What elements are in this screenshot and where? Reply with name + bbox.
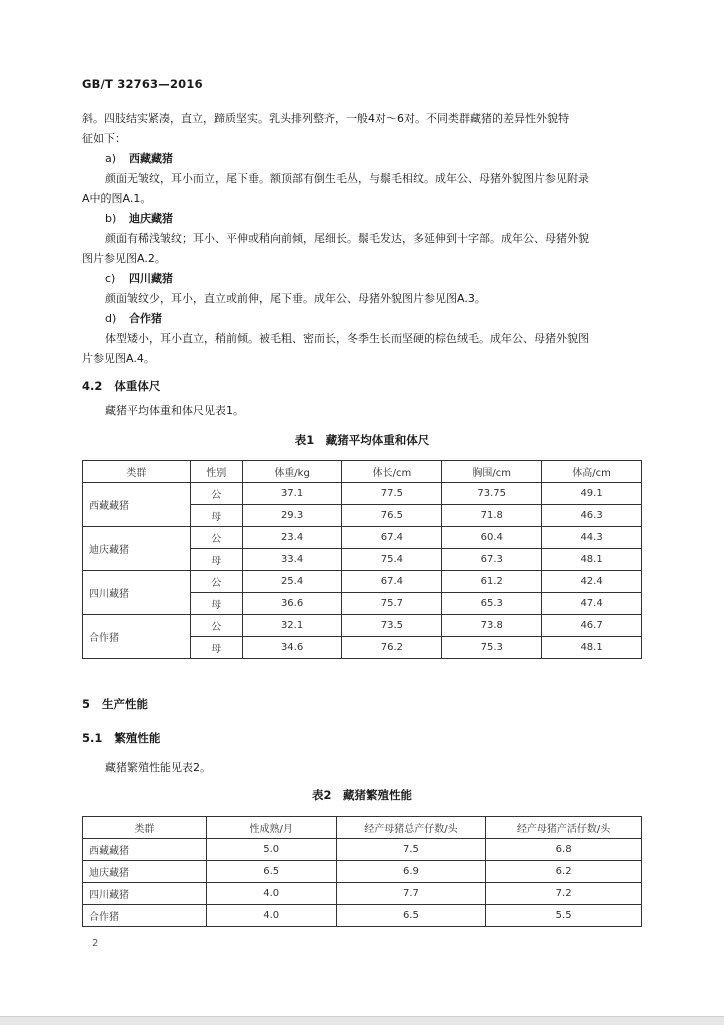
- cell: 73.8: [442, 615, 542, 637]
- cell: 71.8: [442, 505, 542, 527]
- group-cell: 合作猪: [83, 905, 207, 927]
- breed-name: 迪庆藏猪: [129, 212, 173, 225]
- cell: 母: [190, 505, 242, 527]
- table-row: [83, 483, 642, 505]
- cell: 34.6: [242, 637, 342, 659]
- group-cell: 四川藏猪: [83, 883, 207, 905]
- group-cell: 四川藏猪: [83, 571, 191, 615]
- breed-b-desc-1: 颜面有稀浅皱纹；耳小、平伸或稍向前倾，尾细长。鬃毛发达，多延伸到十字部。成年公、母猪外貌: [105, 232, 589, 245]
- table-2: [82, 816, 642, 927]
- header-cell: 体重/kg: [242, 461, 342, 483]
- breed-heading-c: [105, 270, 173, 286]
- header-cell: 类群: [83, 461, 191, 483]
- cell: 6.8: [486, 839, 642, 861]
- header-cell: 胸围/cm: [442, 461, 542, 483]
- breed-label: c): [105, 272, 116, 285]
- cell: 母: [190, 549, 242, 571]
- cell: 23.4: [242, 527, 342, 549]
- section-title: 体重体尺: [114, 379, 161, 393]
- cell: 5.0: [206, 839, 336, 861]
- cell: 7.7: [336, 883, 486, 905]
- cell: 77.5: [342, 483, 442, 505]
- section-title: 繁殖性能: [114, 731, 161, 745]
- cell: 25.4: [242, 571, 342, 593]
- cell: 47.4: [542, 593, 642, 615]
- breed-heading-d: [105, 310, 162, 326]
- breed-a-desc-2: A中的图A.1。: [82, 192, 152, 205]
- standard-code: GB/T 32763—2016: [82, 77, 203, 91]
- table-row: [83, 527, 642, 549]
- header-cell: 体高/cm: [542, 461, 642, 483]
- cell: 46.3: [542, 505, 642, 527]
- breed-label: b): [105, 212, 117, 225]
- breed-label: a): [105, 152, 117, 165]
- cell: 5.5: [486, 905, 642, 927]
- table-row: [83, 861, 642, 883]
- table-row: [83, 883, 642, 905]
- section-title: 生产性能: [102, 697, 149, 711]
- table-row: [83, 615, 642, 637]
- cell: 37.1: [242, 483, 342, 505]
- cell: 48.1: [542, 637, 642, 659]
- group-cell: 西藏藏猪: [83, 483, 191, 527]
- cell: 7.2: [486, 883, 642, 905]
- cell: 67.4: [342, 571, 442, 593]
- cell: 61.2: [442, 571, 542, 593]
- cell: 公: [190, 527, 242, 549]
- breed-d-desc-1: 体型矮小，耳小直立，稍前倾。被毛粗、密而长，冬季生长而坚硬的棕色绒毛。成年公、母猪外貌图: [105, 332, 589, 345]
- section-4-2-text: 藏猪平均体重和体尺见表1。: [105, 404, 244, 417]
- cell: 67.4: [342, 527, 442, 549]
- cell: 6.5: [206, 861, 336, 883]
- cell: 67.3: [442, 549, 542, 571]
- cell: 公: [190, 615, 242, 637]
- cell: 6.9: [336, 861, 486, 883]
- table-row: [83, 839, 642, 861]
- breed-label: d): [105, 312, 117, 325]
- cell: 65.3: [442, 593, 542, 615]
- cell: 33.4: [242, 549, 342, 571]
- header-cell: 经产母猪总产仔数/头: [336, 817, 486, 839]
- cell: 75.4: [342, 549, 442, 571]
- breed-a-desc-1: 颜面无皱纹，耳小而立，尾下垂。额顶部有倒生毛丛，与鬃毛相纹。成年公、母猪外貌图片参见附录: [105, 172, 589, 185]
- header-cell: 经产母猪产活仔数/头: [486, 817, 642, 839]
- table-row: [83, 905, 642, 927]
- cell: 60.4: [442, 527, 542, 549]
- page-number: 2: [92, 938, 99, 949]
- cell: 76.5: [342, 505, 442, 527]
- cell: 4.0: [206, 883, 336, 905]
- cell: 公: [190, 571, 242, 593]
- section-5-1-text: 藏猪繁殖性能见表2。: [105, 761, 211, 774]
- cell: 公: [190, 483, 242, 505]
- cell: 母: [190, 637, 242, 659]
- cell: 36.6: [242, 593, 342, 615]
- cell: 4.0: [206, 905, 336, 927]
- header-cell: 体长/cm: [342, 461, 442, 483]
- table-1-caption: 表1 藏猪平均体重和体尺: [294, 433, 430, 447]
- intro-line-2: 征如下：: [82, 132, 126, 145]
- cell: 42.4: [542, 571, 642, 593]
- group-cell: 迪庆藏猪: [83, 527, 191, 571]
- intro-line-1: 斜。四肢结实紧凑，直立，蹄质坚实。乳头排列整齐，一般4对～6对。不同类群藏猪的差异性外貌特: [82, 112, 569, 125]
- group-cell: 合作猪: [83, 615, 191, 659]
- section-number: 5.1: [82, 731, 103, 745]
- cell: 32.1: [242, 615, 342, 637]
- cell: 73.75: [442, 483, 542, 505]
- breed-d-desc-2: 片参见图A.4。: [82, 352, 155, 365]
- cell: 46.7: [542, 615, 642, 637]
- cell: 76.2: [342, 637, 442, 659]
- breed-b-desc-2: 图片参见图A.2。: [82, 252, 166, 265]
- group-cell: 迪庆藏猪: [83, 861, 207, 883]
- cell: 7.5: [336, 839, 486, 861]
- section-5-1-heading: [82, 730, 160, 746]
- cell: 6.2: [486, 861, 642, 883]
- cell: 6.5: [336, 905, 486, 927]
- cell: 75.3: [442, 637, 542, 659]
- cell: 75.7: [342, 593, 442, 615]
- section-number: 4.2: [82, 379, 103, 393]
- cell: 44.3: [542, 527, 642, 549]
- group-cell: 西藏藏猪: [83, 839, 207, 861]
- table-header-row: [83, 461, 642, 483]
- section-number: 5: [82, 697, 91, 711]
- table-row: [83, 571, 642, 593]
- header-cell: 类群: [83, 817, 207, 839]
- table-2-caption: 表2 藏猪繁殖性能: [311, 788, 412, 802]
- breed-heading-a: [105, 150, 173, 166]
- cell: 49.1: [542, 483, 642, 505]
- cell: 母: [190, 593, 242, 615]
- cell: 73.5: [342, 615, 442, 637]
- breed-name: 四川藏猪: [129, 272, 173, 285]
- breed-heading-b: [105, 210, 173, 226]
- header-cell: 性成熟/月: [206, 817, 336, 839]
- breed-c-desc-1: 颜面皱纹少，耳小，直立或前伸，尾下垂。成年公、母猪外貌图片参见图A.3。: [105, 292, 486, 305]
- header-cell: 性别: [190, 461, 242, 483]
- breed-name: 合作猪: [129, 312, 162, 325]
- table-1: [82, 460, 642, 659]
- section-4-2-heading: [82, 378, 160, 394]
- table-header-row: [83, 817, 642, 839]
- section-5-heading: [82, 696, 148, 712]
- cell: 29.3: [242, 505, 342, 527]
- cell: 48.1: [542, 549, 642, 571]
- breed-name: 西藏藏猪: [129, 152, 173, 165]
